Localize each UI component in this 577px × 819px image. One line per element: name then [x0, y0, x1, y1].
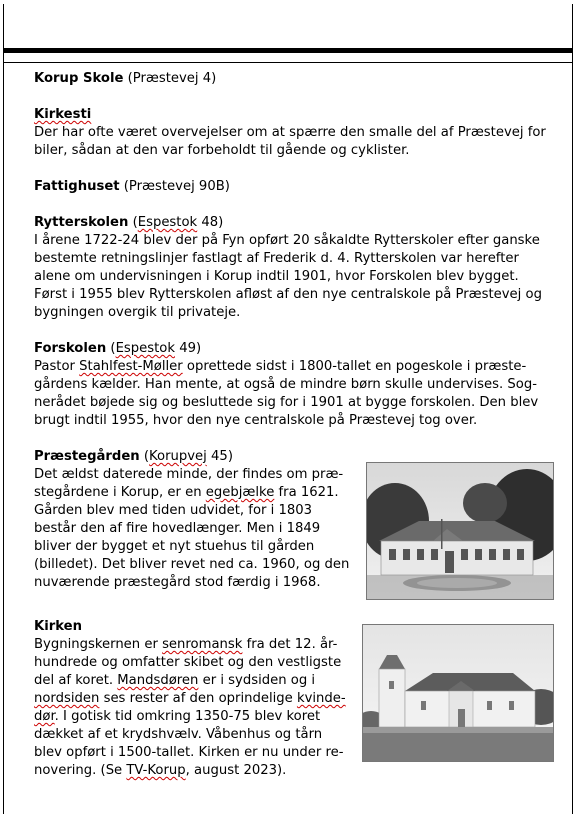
body-praestegaarden — [34, 466, 352, 592]
section-forskolen — [34, 340, 554, 430]
address-post: 48) — [197, 215, 224, 230]
body-text: Bygningskernen er — [34, 637, 163, 652]
body-text: fra 1621. Gården blev med tiden udvidet, for i 1803 består den af fire hovedlænger. Men i 1849 bliver der bygget et nyt stuehus til gården (billedet). Det bliver revet ned ca. 1960, og den nuværende præstegård stod færdig i 1968. — [34, 485, 350, 590]
word-senromansk: senromansk — [162, 637, 243, 652]
heading-korup-skole: Korup Skole — [34, 71, 124, 86]
body-rytterskolen: I årene 1722-24 blev der på Fyn opført 20 såkaldte Rytterskoler efter ganske bestemte retningslinjer fastlagt af Frederik d. 4. Rytterskolen var herefter alene om undervisningen i Korup indtil 1901, hvor Forskolen blev bygget. Først i 1955 blev Rytterskolen afløst af den nye centralskole på Præstevej og bygningen overgik til privateje. — [34, 233, 542, 320]
word-tv-korup: TV-Korup — [126, 763, 186, 778]
word-mandsdoren: Mandsdøren — [117, 673, 199, 688]
address-post: 45) — [206, 449, 233, 464]
body-text: ses rester af den oprindelige — [99, 691, 297, 706]
section-kirkesti — [34, 106, 554, 160]
section-fattighuset — [34, 178, 554, 196]
body-kirken — [34, 636, 352, 780]
praestegaarden-text — [34, 448, 352, 600]
section-praestegaarden — [34, 448, 554, 600]
section-korup-skole — [34, 70, 554, 88]
address-street-espestok: Espestok — [137, 215, 198, 230]
body-text: Det ældst daterede minde, der findes om præ-stegårdene i Korup, er en — [34, 467, 344, 500]
heading-fattighuset: Fattighuset — [34, 179, 120, 194]
address-street-korupvej: Korupvej — [149, 449, 207, 464]
address-post: 49) — [175, 341, 202, 356]
word-kvindedor: kvinde-dør — [34, 691, 346, 724]
body-text: oprettede sidst i 1800-tallet en pogeskole i præste-gårdens kælder. Han mente, at også de mindre børn skulle undervises. Sog-nerådet bøjede sig og besluttede sig for i 1901 at bygge forskolen. Den blev brugt indtil 1955, hvor den nye centralskole på Præstevej tog over. — [34, 359, 539, 428]
body-text: Pastor — [34, 359, 80, 374]
heading-kirken: Kirken — [34, 619, 82, 634]
body-kirkesti: Der har ofte været overvejelser om at spærre den smalle del af Præstevej for biler, sådan at den var forbeholdt til gående og cyklister. — [34, 125, 546, 158]
section-kirken — [34, 618, 554, 780]
body-forskolen — [34, 358, 554, 430]
body-text: er i sydsiden og i — [198, 673, 316, 688]
body-text: fra det 12. år-hundrede og omfatter skibet og den vestligste del af koret. — [34, 637, 342, 688]
church-photo — [362, 624, 554, 762]
address-korup-skole: (Præstevej 4) — [123, 71, 217, 86]
section-rytterskolen — [34, 214, 554, 322]
address-pre: ( — [128, 215, 138, 230]
farmhouse-photo — [366, 462, 554, 600]
heading-rytterskolen: Rytterskolen — [34, 215, 129, 230]
heading-praestegaarden: Præstegården — [34, 449, 140, 464]
body-text: . I gotisk tid omkring 1350-75 blev koret dækket af et krydshvælv. Våbenhus og tårn blev opført i 1500-tallet. Kirken er nu under re-novering. (Se — [34, 709, 344, 778]
kirken-text — [34, 618, 352, 780]
body-text: , august 2023). — [185, 763, 287, 778]
document-content — [34, 70, 554, 798]
document-page — [3, 4, 573, 814]
address-pre: ( — [106, 341, 116, 356]
address-street-espestok: Espestok — [115, 341, 175, 356]
address-pre: ( — [139, 449, 150, 464]
heading-forskolen: Forskolen — [34, 341, 107, 356]
header-rule-thin — [4, 62, 572, 63]
word-egebjaelke: egebjælke — [205, 485, 275, 500]
word-nordsiden: nordsiden — [34, 691, 100, 706]
address-fattighuset: (Præstevej 90B) — [119, 179, 230, 194]
name-stahlfest-moller: Stahlfest-Møller — [79, 359, 183, 374]
header-rule-thick — [4, 48, 572, 53]
heading-kirkesti: Kirkesti — [34, 107, 92, 122]
